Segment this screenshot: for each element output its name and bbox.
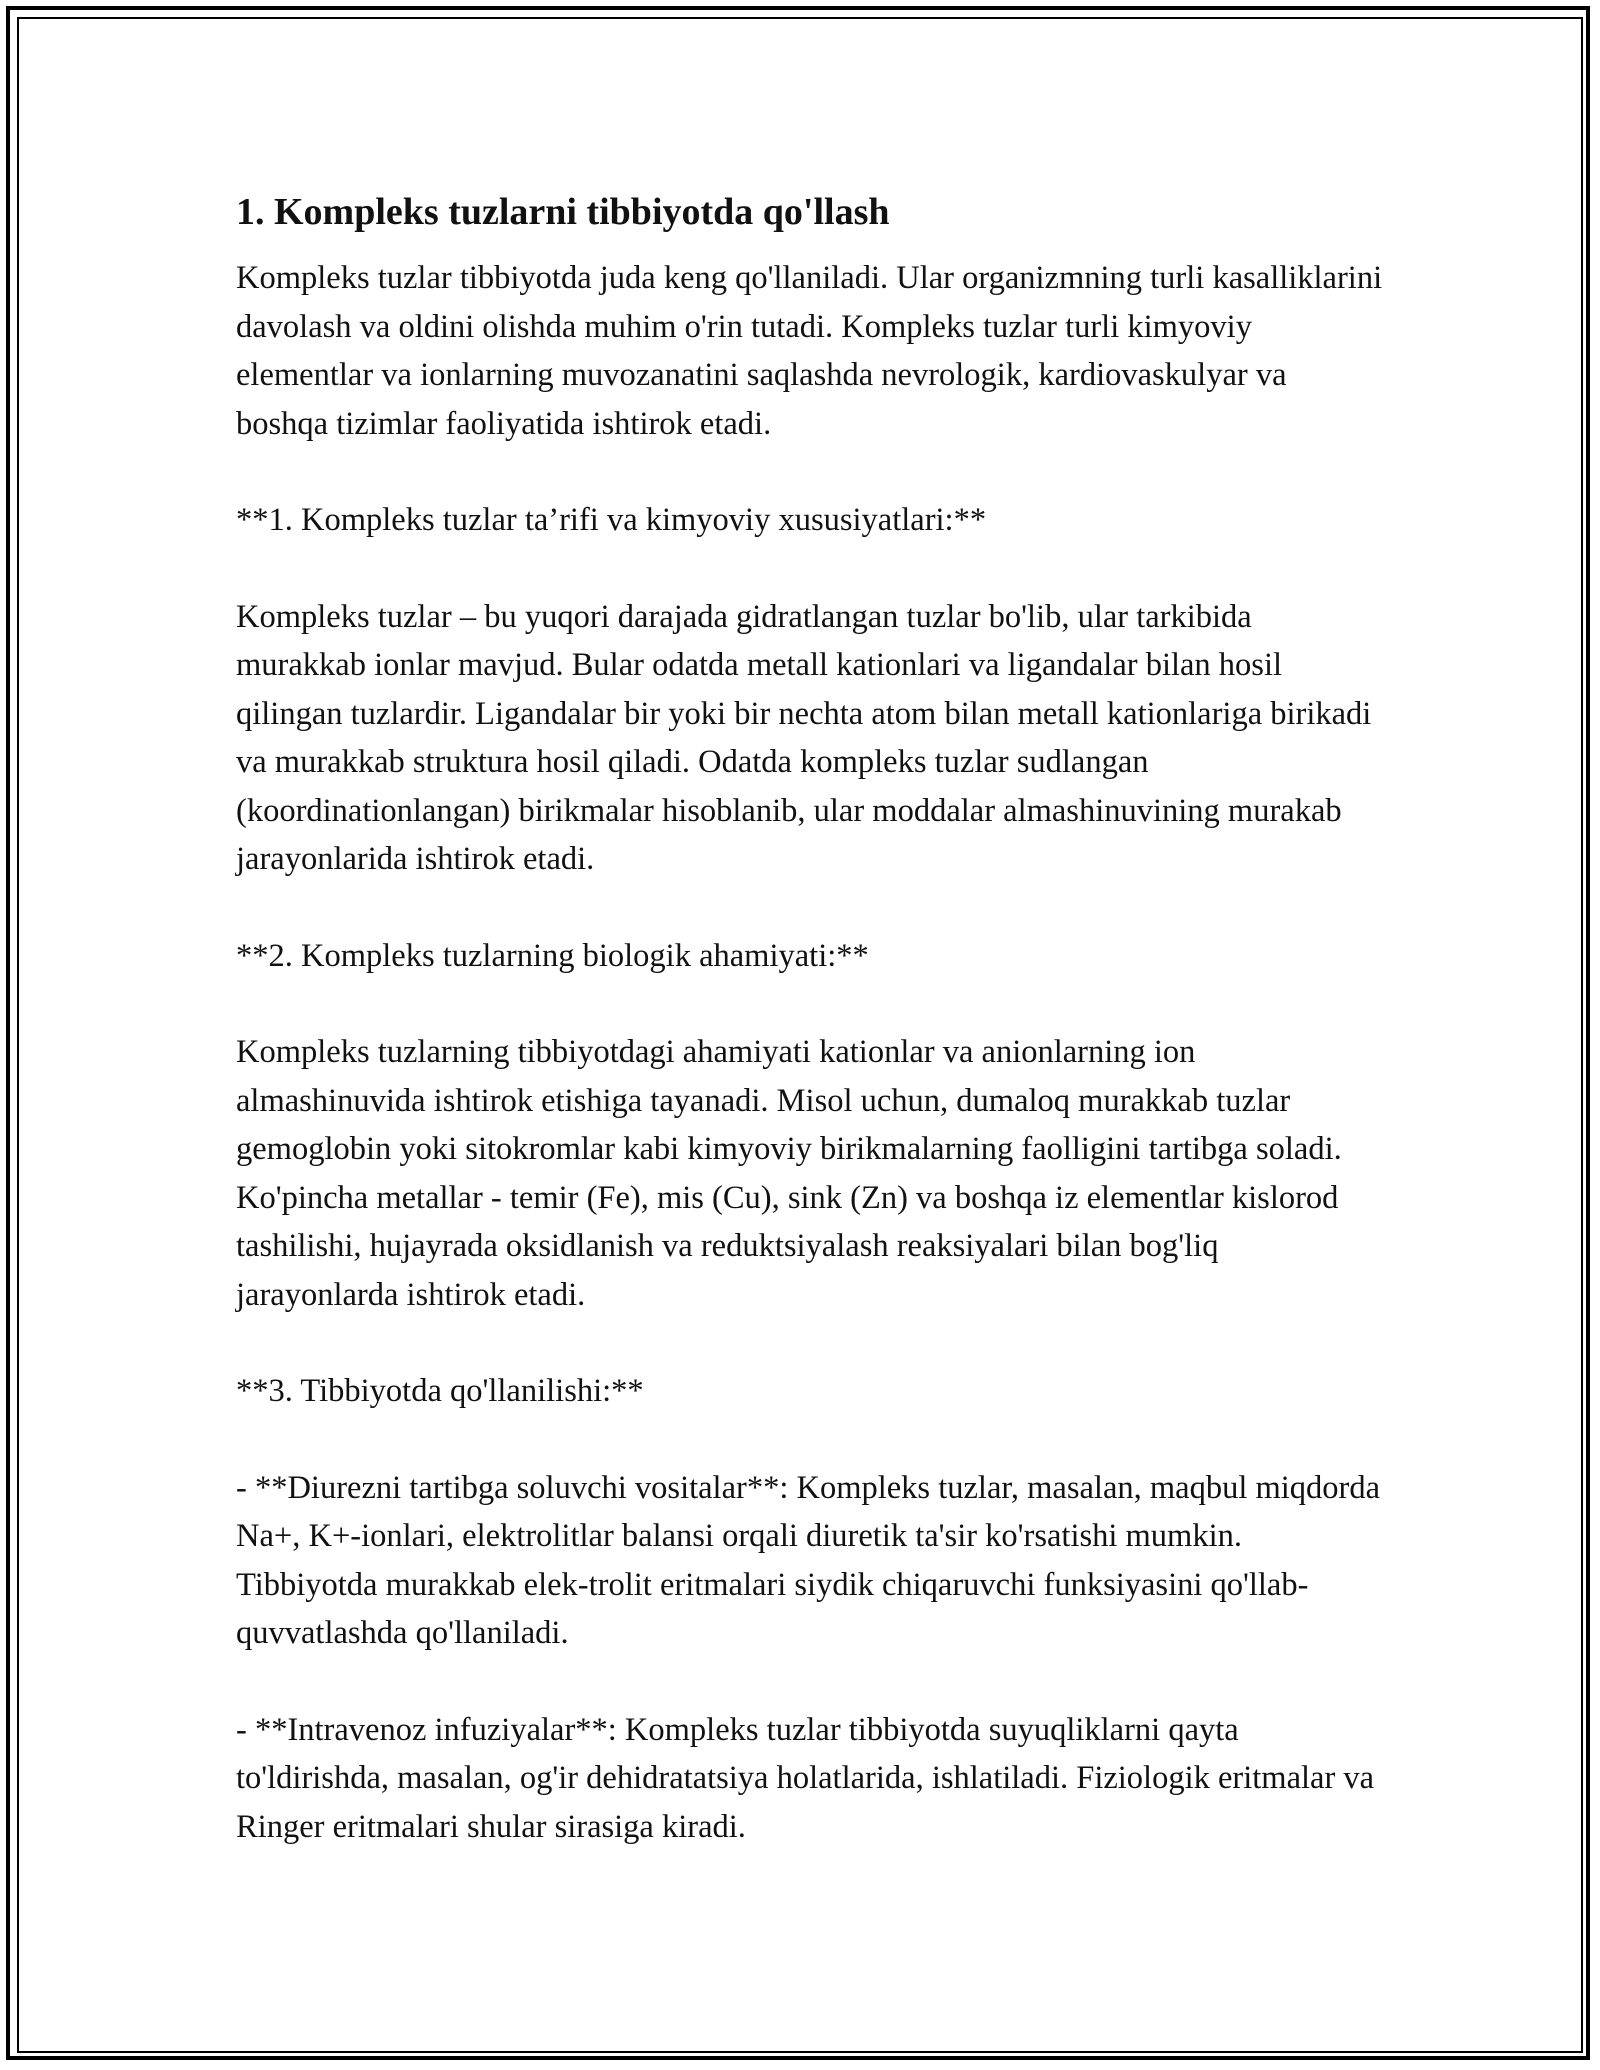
list-item-infusions: - **Intravenoz infuziyalar**: Kompleks tuzlar tibbiyotda suyuqliklarni qayta to'ldirishda, masalan, og'ir dehidratatsiya holatlarida, ishlatiladi. Fiziologik eritmalar va Ringer eritmalari shular sirasiga kiradi. <box>236 1711 1375 1845</box>
section-heading-2: **2. Kompleks tuzlarning biologik ahamiyati:** <box>236 937 869 974</box>
definition-paragraph: Kompleks tuzlar – bu yuqori darajada gidratlangan tuzlar bo'lib, ular tarkibida murakkab ionlar mavjud. Bular odatda metall kationlari va ligandalar bilan hosil qilingan tuzlardir. Ligandalar bir yoki bir nechta atom bilan metall kationlariga birikadi va murakkab struktura hosil qiladi. Odatda kompleks tuzlar sudlangan (koordinationlangan) birikmalar hisoblanib, ular moddalar almashinuvining murakab jarayonlarida ishtirok etadi. <box>236 598 1372 877</box>
section-heading-3: **3. Tibbiyotda qo'llanilishi:** <box>236 1373 644 1409</box>
biological-significance-paragraph: Kompleks tuzlarning tibbiyotdagi ahamiyati kationlar va anionlarning ion almashinuvida ishtirok etishiga tayanadi. Misol uchun, dumaloq murakkab tuzlar gemoglobin yoki sitokromlar kabi kimyoviy birikmalarning faolligini tartibga soladi. Ko'pincha metallar - temir (Fe), mis (Cu), sink (Zn) va boshqa iz elementlar kislorod tashilishi, hujayrada oksidlanish va reduktsiyalash reaksiyalari bilan bog'liq jarayonlarda ishtirok etadi. <box>236 1034 1342 1313</box>
section-heading-1: **1. Kompleks tuzlar ta’rifi va kimyoviy xususiyatlari:** <box>236 502 987 538</box>
document-title: 1. Kompleks tuzlarni tibbiyotda qo'llash <box>236 191 890 233</box>
intro-paragraph: Kompleks tuzlar tibbiyotda juda keng qo'llaniladi. Ular organizmning turli kasalliklarini davolash va oldini olishda muhim o'rin tutadi. Kompleks tuzlar turli kimyoviy elementlar va ionlarning muvozanatini saqlashda nevrologik, kardiovaskulyar va boshqa tizimlar faoliyatida ishtirok etadi. <box>236 260 1383 442</box>
list-item-diuresis: - **Diurezni tartibga soluvchi vositalar**: Kompleks tuzlar, masalan, maqbul miqdorda Na+, K+-ionlari, elektrolitlar balansi orqali diuretik ta'sir ko'rsatishi mumkin. Tibbiyotda murakkab elek-trolit eritmalari siydik chiqaruvchi funksiyasini qo'llab-quvvatlashda qo'llaniladi. <box>236 1469 1381 1651</box>
document-body <box>236 186 1386 1899</box>
